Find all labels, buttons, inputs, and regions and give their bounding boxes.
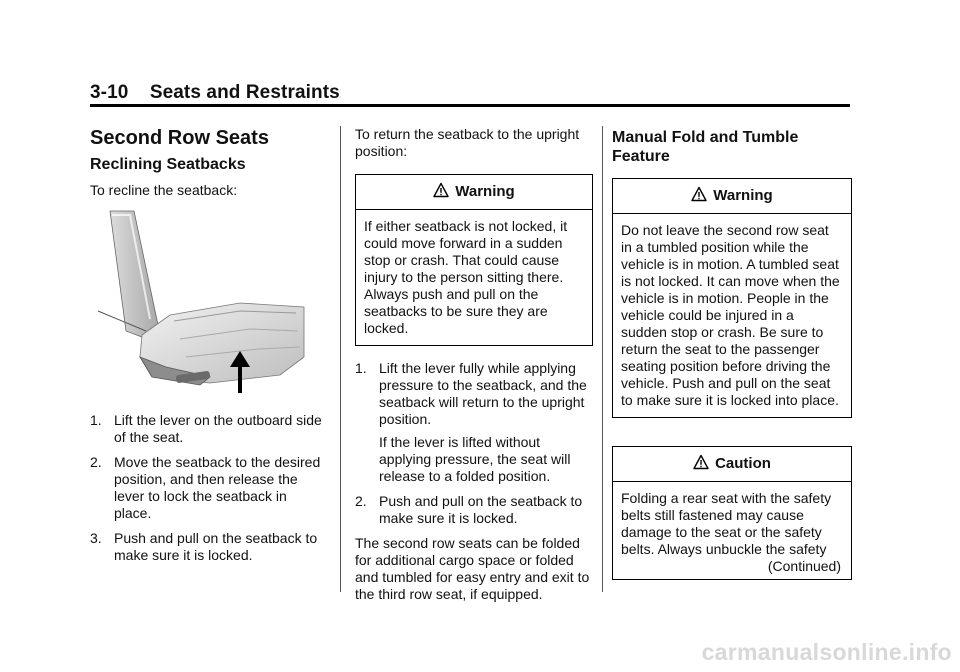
list-item: 2. Move the seatback to the desired position, and then release the lever to lock the seatback in place.	[90, 454, 321, 521]
caution-text: Folding a rear seat with the safety belts still fastened may cause damage to the seat or the safety belts. Always unbuckle the safety	[621, 490, 832, 557]
warning-body: Do not leave the second row seat in a tumbled position while the vehicle is in motion. A tumbled seat is not locked. It can move when the vehicle is in motion. People in the vehicle could be injured in a sudden stop or crash. Be sure to return the seat to the passenger seating position before driving the vehicle. Push and pull on the seat to make sure it is locked into place.	[621, 222, 840, 408]
warning-header	[356, 175, 592, 210]
column-1	[90, 126, 326, 572]
chapter-title: Seats and Restraints	[149, 82, 340, 103]
subsection-title: Manual Fold and Tumble Feature	[612, 129, 799, 165]
warning-body: If either seatback is not locked, it could move forward in a sudden stop or crash. That could cause injury to the person sitting there. Always push and pull on the seatbacks to be sure they are locked.	[364, 218, 568, 336]
header-rule	[90, 104, 850, 107]
reclining-steps	[90, 412, 326, 564]
alert-triangle-icon	[693, 454, 709, 470]
column-divider	[340, 126, 341, 592]
sub-paragraph: If the lever is lifted without applying pressure, the seat will release to a folded position.	[379, 434, 571, 484]
alert-triangle-icon	[691, 186, 707, 202]
column-3	[612, 126, 852, 580]
warning-title: Warning	[455, 183, 515, 200]
list-item: 2. Push and pull on the seatback to make sure it is locked.	[355, 493, 583, 526]
closing-text: The second row seats can be folded for additional cargo space or folded and tumbled for easy entry and exit to the third row seat, if equipped.	[355, 535, 590, 602]
column-divider	[602, 126, 603, 592]
section-title: Second Row Seats	[90, 127, 269, 149]
warning-title: Warning	[713, 187, 773, 204]
caution-header	[613, 447, 851, 482]
column-2	[355, 126, 593, 611]
caution-title: Caution	[715, 455, 771, 472]
warning-header	[613, 179, 851, 214]
seat-illustration	[90, 207, 326, 402]
intro-text: To recline the seatback:	[90, 182, 238, 198]
intro-text: To return the seatback to the upright position:	[355, 126, 580, 159]
continued-label: (Continued)	[767, 558, 841, 574]
warning-box	[612, 178, 852, 418]
list-item: 3. Push and pull on the seatback to make sure it is locked.	[90, 530, 318, 563]
caution-box	[612, 446, 852, 580]
caution-body	[613, 482, 851, 579]
subsection-title: Reclining Seatbacks	[90, 156, 246, 173]
warning-box	[355, 174, 593, 346]
list-item: 1. Lift the lever on the outboard side of the seat.	[90, 412, 322, 445]
watermark: carmanualsonline.info	[701, 639, 952, 665]
alert-triangle-icon	[433, 182, 449, 198]
return-steps	[355, 360, 593, 527]
list-item: 1. Lift the lever fully while applying pressure to the seatback, and the seatback will return to the upright position. If the lever is lifted without applying pressure, the seat will release to a folded position.	[355, 360, 593, 485]
page-number: 3-10	[90, 82, 129, 103]
page-header	[90, 82, 850, 104]
